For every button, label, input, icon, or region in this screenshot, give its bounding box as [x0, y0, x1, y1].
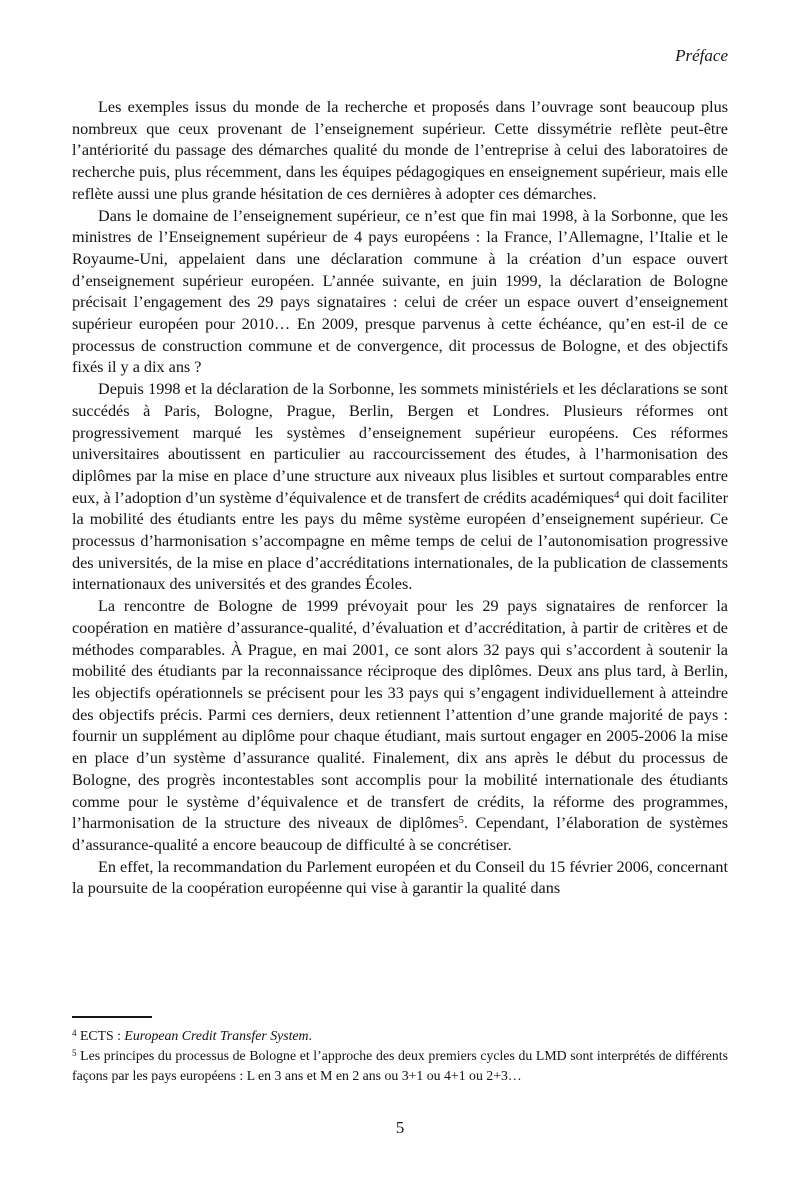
- paragraph-1: Les exemples issus du monde de la recherche et proposés dans l’ouvrage sont beaucoup plus nombreux que ceux provenant de l’enseignement supérieur. Cette dissymétrie reflète peut-être l’antériorité du passage des démarches qualité du monde de l’entreprise à celui des laboratoires de recherche puis, plus récemment, dans les équipes pédagogiques en enseignement supérieur, mais elle reflète aussi une plus grande hésitation de ces dernières à adopter ces démarches.: [72, 98, 728, 203]
- running-header: [72, 46, 728, 66]
- footnote-4-italic-text: European Credit Transfer System: [124, 1028, 309, 1043]
- footnotes-section: [72, 1006, 728, 1086]
- footnote-4-marker: 4: [72, 1028, 77, 1038]
- page-number: 5: [395, 1118, 405, 1137]
- footnote-4-text: ECTS :: [76, 1028, 125, 1043]
- paragraph-4-text: La rencontre de Bologne de 1999 prévoyait pour les 29 pays signataires de renforcer la coopération en matière d’assurance-qualité, d’évaluation et d’accréditation, à partir de critères et de méthodes comparables. À Prague, en mai 2001, ce sont alors 32 pays qui s’accordent à soutenir la mobilité des étudiants par la reconnaissance réciproque des diplômes. Deux ans plus tard, à Berlin, les objectifs opérationnels se précisent pour les 33 pays qui s’engagent individuellement à atteindre des objectifs précis. Parmi ces derniers, deux retiennent l’attention d’une grande majorité de pays : fournir un supplément au diplôme pour chaque étudiant, mais surtout engager en 2005-2006 la mise en place d’un système d’assurance qualité. Finalement, dix ans après le début du processus de Bologne, des progrès incontestables sont accomplis pour la mobilité internationale des étudiants comme pour le système d’équivalence et de transfert de crédits, la réforme des programmes, l’harmonisation de la structure des niveaux de diplômes: [72, 597, 728, 833]
- footnote-ref-4: 4: [614, 489, 620, 501]
- chapter-title: Préface: [675, 46, 728, 65]
- paragraph-3-text-cont: qui doit faciliter la mobilité des étudiants entre les pays du même système européen d’enseignement supérieur. Ce processus d’harmonisation s’accompagne en même temps de celui de l’autonomisation progressive des universités, de la mise en place d’accréditations internationales, de la publication de classements internationaux des universités et des grandes Écoles.: [72, 488, 728, 594]
- footnote-5: [72, 1046, 728, 1086]
- paragraph-4: [72, 596, 728, 856]
- paragraph-4-text-cont: . Cependant, l’élaboration de systèmes d’assurance-qualité a encore beaucoup de difficulté à se concrétiser.: [72, 814, 728, 854]
- paragraph-3-text: Depuis 1998 et la déclaration de la Sorbonne, les sommets ministériels et les déclarations se sont succédés à Paris, Bologne, Prague, Berlin, Bergen et Londres. Plusieurs réformes ont progressivement marqué les systèmes d’enseignement supérieur européens. Ces réformes universitaires aboutissent en particulier au raccourcissement des études, à l’harmonisation des diplômes par la mise en place d’une structure aux niveaux plus lisibles et surtout comparables entre eux, à l’adoption d’un système d’équivalence et de transfert de crédits académiques: [72, 380, 728, 507]
- footnote-4-text-end: .: [308, 1028, 312, 1043]
- footnote-5-text: Les principes du processus de Bologne et l’approche des deux premiers cycles du LMD sont interprétés de différents façons par les pays européens : L en 3 ans et M en 2 ans ou 3+1 ou 4+1 ou 2+3…: [72, 1048, 728, 1083]
- footnote-4: [72, 1026, 728, 1046]
- body-text: [72, 97, 728, 900]
- footnote-ref-5: 5: [458, 815, 464, 827]
- paragraph-2: Dans le domaine de l’enseignement supérieur, ce n’est que fin mai 1998, à la Sorbonne, que les ministres de l’Enseignement supérieur de 4 pays européens : la France, l’Allemagne, l’Italie et le Royaume-Uni, appelaient dans une déclaration commune à la création d’un espace ouvert d’enseignement supérieur européen. L’année suivante, en juin 1999, la déclaration de Bologne précisait l’engagement des 29 pays signataires : celui de créer un espace ouvert d’enseignement supérieur européen pour 2010… En 2009, presque parvenus à cette échéance, qu’en est-il de ce processus de construction commune et de convergence, dit processus de Bologne, et des objectifs fixés il y a dix ans ?: [72, 206, 728, 377]
- paragraph-3: [72, 379, 728, 596]
- paragraph-5: En effet, la recommandation du Parlement européen et du Conseil du 15 février 2006, concernant la poursuite de la coopération européenne qui vise à garantir la qualité dans: [72, 857, 728, 898]
- footnote-5-marker: 5: [72, 1048, 77, 1058]
- footnote-separator-rule: [72, 1016, 152, 1018]
